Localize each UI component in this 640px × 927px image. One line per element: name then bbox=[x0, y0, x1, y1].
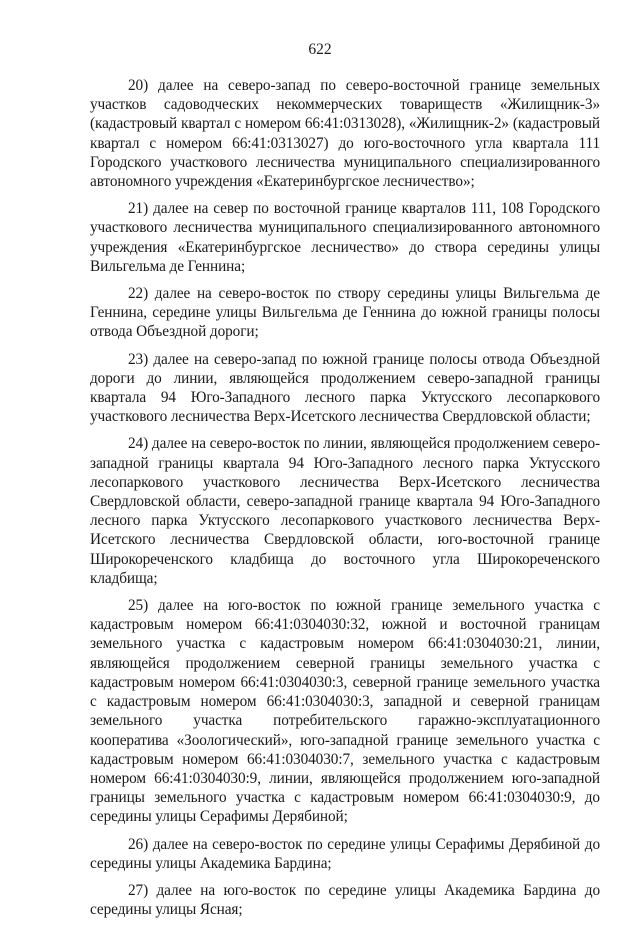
paragraph-22: 22) далее на северо-восток по створу середины улицы Вильгельма де Геннина, середине улицы Вильгельма де Геннина до южной границы полосы отвода Объездной дороги; bbox=[90, 285, 600, 341]
paragraph-27: 27) далее на юго-восток по середине улицы Академика Бардина до середины улицы Ясная; bbox=[90, 881, 600, 919]
paragraph-25: 25) далее на юго-восток по южной границе земельного участка с кадастровым номером 66:41:0304030:32, южной и восточной границам земельного участка с кадастровым номером 66:41:0304030:21, линии, являющейся продолжением северной границы земельного участка с кадастровым номером 66:41:0304030:3, северной границе земельного участка с кадастровым номером 66:41:0304030:3, западной и северной границам земельного участка потребительского гаражно-эксплуатационного кооператива «Зоологический», юго-западной границе земельного участка с кадастровым номером 66:41:0304030:7, земельного участка с кадастровым номером 66:41:0304030:9, линии, являющейся продолжением юго-западной границы земельного участка с кадастровым номером 66:41:0304030:9, до середины улицы Серафимы Дерябиной; bbox=[90, 597, 600, 826]
paragraph-20: 20) далее на северо-запад по северо-восточной границе земельных участков садоводческих некоммерческих товариществ «Жилищник-3» (кадастровый квартал с номером 66:41:0313028), «Жилищник-2» (кадастровый квартал с номером 66:41:0313027) до юго-восточного угла квартала 111 Городского участкового лесничества муниципального специализированного автономного учреждения «Екатеринбургское лесничество»; bbox=[90, 77, 600, 191]
paragraph-26: 26) далее на северо-восток по середине улицы Серафимы Дерябиной до середины улицы Академика Бардина; bbox=[90, 835, 600, 872]
page-number: 622 bbox=[308, 41, 332, 58]
paragraph-24: 24) далее на северо-восток по линии, являющейся продолжением северо-западной границы квартала 94 Юго-Западного лесного парка Уктусского лесопаркового участкового лесничества Верх-Исетского лесничества Свердловской области, северо-западной границе квартала 94 Юго-Западного лесного парка Уктусского лесопаркового участкового лесничества Верх-Исетского лесничества Свердловской области, юго-восточной границе Широкореченского кладбища до восточного угла Широкореченского кладбища; bbox=[90, 435, 600, 587]
paragraph-21: 21) далее на север по восточной границе кварталов 111, 108 Городского участкового лесничества муниципального специализированного автономного учреждения «Екатеринбургское лесничество» до створа середины улицы Вильгельма де Геннина; bbox=[90, 200, 600, 275]
paragraph-23: 23) далее на северо-запад по южной границе полосы отвода Объездной дороги до линии, являющейся продолжением северо-западной границы квартала 94 Юго-Западного лесного парка Уктусского лесопаркового участкового лесничества Верх-Исетского лесничества Свердловской области; bbox=[90, 350, 600, 426]
document-body bbox=[90, 76, 600, 927]
